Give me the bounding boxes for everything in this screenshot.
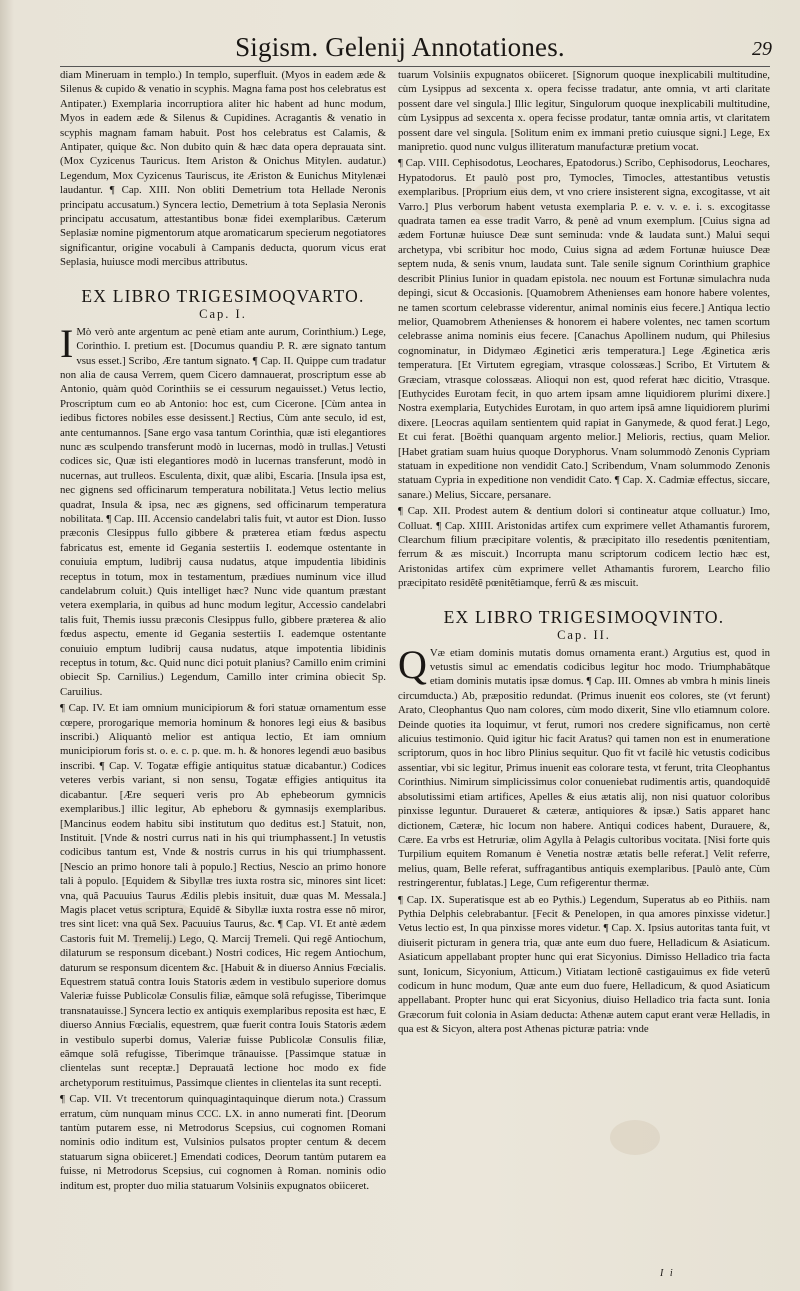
drop-cap: I bbox=[60, 320, 74, 366]
page-number: 29 bbox=[752, 38, 772, 60]
annotation-paragraph: ¶ Cap. VII. Vt trecentorum quinquagintaquinque dierum nota.) Crassum erratum, cùm nunquam minus CCC. LX. in anno numerati fint. [Deorum tantùm putarem esse, ni Metrodorus Scepsius, cui cognomen Romani nominis odio inditum est, Vulsinios pulsatos propter centum & decem statuarum signa obiiceret.] Emendati codices, Deorum tantùm putarem ea fuisse, ni Metrodorus Scepsius, cui cognomen à Roman. nominis odio inditum est, propter duo milia statuarum Volsiniis expugnatos obiiceret. bbox=[60, 1093, 386, 1192]
annotation-paragraph: ¶ Cap. IX. Superatisque est ab eo Pythis.) Legendum, Superatus ab eo Pithiis. nam Pythia Delphis celebrabantur. [Fecit & Penelopen, in qua amores pinxisse videtur.] Vetus lectio est, In qua pinxisse mores videtur. ¶ Cap. X. Ipsius autoritas tanta fuit, vt diuiserit picturam in genera tria, quæ ante eum duo fuere, Helladicum & Asiaticum. Asiaticum appellabant propter hunc qui erat Sicyonius. Dimisso Helladico tria facta sunt, Ionicum, Sicyonium, Atticum.) Vitiatam lectionẽ castigauimus ex fide veterũ codicum in hunc modum, Quæ ante eum duo fuere, Helladicum, & quod Asiaticum appellabant. Propter hunc qui erat Sicyonius, diuiso Helladico tria facta sunt. Ionia Græcorum fuit colonia in Asiam deducta: Athenæ autem caput erant veræ Helladis, in qua est & Sicyon, altera post Athenas picturæ patria: vnde bbox=[398, 893, 770, 1036]
left-column bbox=[60, 68, 386, 1195]
annotation-paragraph: ¶ Cap. IV. Et iam omnium municipiorum & fori statuæ ornamentum esse cœpere, prorogarique memoria hominum & honores legi eius & basibus inscribi.) Aliquantò melior est antiqua lectio, Et iam omnium municipiorum foris st. o. e. c. p. que. m. h. & honores legendi æuo basibus inscribi. ¶ Cap. V. Togatæ effigie antiquitus statuæ dicabantur.) Codices veteres verbis variant, si non sensu, Togatæ effigies antiquitus ita dicabantur. [Ære sequeri veris pro Ab ephebeorum gymnicis exemplaribus.] illic legitur, Ab epheboru & gymnasijs exemplaribus. [Mancinus eodem habitu sibi institutum quo deditus est.] Statuit, non, Instituit. [Vnde & nostri currus nati in his qui triumphassent.] In vetustis codicibus tantum est, Vnde & nostris currus in his qui triumphassent. [Nescio an primo honore tali à populo.] Rectius, Nescio an primo honore tali à populo. [Equidem & Sibyllæ tres iuxta rostra sic, minores sint licet: vna, quã Pacuuius Taurus Ædilis plebis insituit, duæ quas M. Messala.] Magis placet vetus scriptura, Equidẽ & Sibyllæ iuxta rostra esse nõ miror, tres sint licet: vna quã Sex. Pacuuius Taurus, &c. ¶ Cap. VI. Et antè ædem Castoris fuit M. Tremelij.) Lego, Q. Marcij Tremeli. Qui regẽ Antiochum, dilaturum se responsum dicebant.) Nostri codices, Hic regem Antiochum, daturum se responsum dicentem &c. [Habuit & in diuerso Annius Fœcialis. Equestrem statuã contra Iouis Statoris ædem in vestibulo superiore domus Valeriæ fuisse Publicolæ Consulis filiæ, eãmque solã refugisse, Tiberimque transnatauisse.] Syncera lectio ex antiquis exemplaribus reposita est hæc, E diuerso Annius Fœcialis, equestrem, quæ fuerit contra Iouis Statoris ædem in vestibulo superbi domus, Valeriæ fuisse Publicolæ Consulis filiæ, eãmque solã refugisse, Tiberimque trãnauisse. [Passimque statuæ in clientelas sunt receptæ.] Deprauatã lectione hoc modo ex fide archetyporum restituimus, Passimque clientes in clientelas ita sunt recepti. bbox=[60, 702, 386, 1089]
annotation-paragraph: ¶ Cap. XII. Prodest autem & dentium dolori si contineatur atque colluatur.) Imo, Colluat. ¶ Cap. XIIII. Aristonidas artifex cum exprimere vellet Athamantis furorem, Clearchum filium præcipitare volentis, & præcipitato illo resedentis pœnitentiam, ferrum & æs miscuit.) Incorrupta manu scriptorum codicem lectio hæc est, Aristonidas artifex cùm exprimere vellet Athamantis furorem, Learcho filio præcipitato residẽtẽ pœnitẽtiamque, ferrũ & æs miscuit. bbox=[398, 505, 770, 590]
paper-stain bbox=[610, 1120, 660, 1155]
drop-cap: Q bbox=[398, 641, 427, 687]
running-title: Sigism. Gelenij Annotationes. bbox=[235, 32, 565, 62]
chapter-label: Cap. II. bbox=[557, 627, 611, 642]
annotation-paragraph: ¶ Cap. VIII. Cephisodotus, Leochares, Epatodorus.) Scribo, Cephisodorus, Leochares, Hypatodorus. Et paulò post pro, Tymocles, Timocles, attestantibus vetustis exemplaribus. [Proprium eius dem, vt vno criere insisterent signa, excogitasse, vt ait Varro.] Plus verborum habent vetusta exemplaria P. e. v. v. e. i. s. excogitasse quadrata tamen ea esse tradit Varro, & penè ad vnum exemplum. [Cuius signa ad ædem Fortunæ huiusce Deæ sunt seminuda: vnde & laudata sunt.) Malui sequi archetypa, vbi scribitur hoc modo, Cuius signa ad ædem Fortunæ huiusce Deæ septem nuda, & senis vnum, laudata sunt. Tale senile signum Corinthium graphice describit Plinius Iunior in quadam epistola. nec nouum est Fortunæ simulachra nuda depingi, sicut & Occasionis. [Quamobrem Athenienses eam honore habere volentes, ne tamen scortum celebrasse viderentur, animal nominis eius fecere.] Antiqua lectio melior, Quamobrem Athenienses & honorem ei habere volentes, nec tamen scortum celebrasse anima nominis eius fecere. [Canachus Apollinem nudum, qui Philesius cognominatur, in Didymæo Æginetici æris temperatura.] Lege Æginetica æris temperatura. [Et Virtutem egregiam, vtrasque colossæas.] Scribo, Et Virtutem & Græciam, vtrasque colossæas. Alioqui non est, quod referat hæc dicitio, Vtrasque. [Euthycides Eurotam fecit, in quo artem ipsam amne liquidiorem plurimi dixere.] Nostra exemplaria, Eutychides Eurotam, in quo artem ipsã amne liquidiorem plurimi dixere. [Leocras aquilam sentientem quid rapiat in Ganymede, & quod ferat.] Lego, Et cui ferat. [Boëthi quanquam argento melior.] Melioris, rectius, quam Melior. [Habet gratiam suam huius quoque Doryphorus. Vnam solummodò Zenonis Cypriam statuam in expeditione non vendidit Cato.] Scribendum, Vnam solummodo Zenonis statuam Cypria in expeditione non vendidit Cato. ¶ Cap. X. Cadmiæ effectus, siccare, sanare.) Melius, Siccare, persanare. bbox=[398, 157, 770, 501]
signature-mark: I i bbox=[660, 1268, 675, 1279]
right-column bbox=[398, 68, 770, 1039]
annotation-text: Mò verò ante argentum ac penè etiam ante aurum, Corinthium.) Lege, Corinthio. I. pretium est. [Documus quandiu P. R. ære signato tantum vsus esset.] Scribo, Ære tantum signato. ¶ Cap. II. Quippe cum tradatur non alia de causa Verrem, quem Cicero damnauerat, proscriptum esse ab Antonio, quàm quòd Corinthiis se ei cessurum negauisset.) Vetus lectio, Proscriptum cum eo ab Antonio: hoc est, cum Cicerone. [Cùm antea in iedibus fictores nobiles esse desissent.] Rectius, Cùm ante seculo, id est, ante centumannos. [Sane ergo vasa tantum Corinthia, quæ isti elegantiores nunc æs sculpendo transferunt modò in lucernas, modò in trullas.] Vetusti codices sic, Quæ isti elegantiores modò in lucernas transferunt, modò in nucernas, aut trulleos. Esculenta, dixit, quæ alibi, Escaria. [Insula ipsa est, nec gignens sed officinarum temperatura nobilitata.] Vetus lectio melius quadrat, Insula & ipsa, nec æs gignens, sed officinarum temperatura nobilitata. ¶ Cap. III. Accensio candelabri talis fuit, vt autor est Dion. Iusso præconis Clesippus fullo gibbere & præterea etiam fœdus aspectu fabricatus est, emente id Gegania sestertiis I. eodemque ostentante in conuiuia emptum, ludibrij causa nudatus, atque impudentia libidinis receptus in totum, mox in testamentum, prædiues numinum vice illud candelabrum coluit.) Quis intelliget hæc? Nunc vide quantum præstant vetera exemplaria, in quibus ad hunc modum legitur, Accessio candelabri talis fuit, Themis iussu præconis Clesippus fullo, gibbere præterea & alio fœdus aspectu, emente id Gegania sestertiis I. eademque ostentante conuiuio emptum ludibrij causa nudatus, atque impotentia libidinis receptus in totum, &c. Quid nunc dici potuit planius? Camillo enim crimini obiecit Sp. Carnilius.) Legendum, Camillo inter crimina obiecit Sp. Caruilius. bbox=[60, 325, 386, 698]
annotation-paragraph bbox=[60, 320, 386, 700]
chapter-label: Cap. I. bbox=[199, 306, 247, 321]
annotation-paragraph: tuarum Volsiniis expugnatos obiiceret. [Signorum quoque inexplicabili multitudine, cùm Lysippus ad sexcenta x. opera fecisse tradatur, ante omnia, vt arti claritate possent dare vel singula.] Illic legitur, Singulorum quoque inexplicabili multitudine, cùm Lysippus ad sexcenta x. opera fecisse prodatur, tantæ omnia artis, vt claritatem possent dare vel singula. [Solitum enim ex immani pretio cuiusque signi.] Lege, Ex manipretio. quod nunc vulgus illiteratum manufacturæ pretium vocat. bbox=[398, 69, 770, 154]
page-header bbox=[0, 28, 800, 72]
annotation-paragraph: diam Mineruam in templo.) In templo, superfluit. (Myos in eadem æde & Silenus & cupido & venatio in scyphis. Magna fama post hos celebratus est Antipater.) Exemplaria incorruptiora aliter hic habent ad hunc modum, Myos in eadem æde & Silenus & Cupidines. Acragantis & venatio in scyphis magnam famam habuit. Post hos celebratus est Calamis, & Antipater, quique &c. Non dubito quin & hæc data opera deprauata sint. (Mox Cyzicenus Tauricus. Item Ariston & Onichus Mitylen. audatur.) Legendum, Mox Cyzicenus Tauriscus, ite Æriston & Eunichus Mitylenæi laudantur. ¶ Cap. XIII. Non obliti Demetrium tota Hellade Neronis principatu accusatum.) Syncera lectio, Demetrium à tota Seplasia Neronis principatu accusatum, attestantibus bonæ fidei exemplaribus. Cæterum Seplasiæ nomine pigmentorum atque aromaticarum specierum negotiatores significantur, origine vocabuli à Campanis deducta, quorum vicus erat Seplasia, huiusce modi mercibus attributus. bbox=[60, 69, 386, 269]
header-rule bbox=[60, 66, 770, 67]
annotation-paragraph bbox=[398, 641, 770, 891]
annotation-text: Væ etiam dominis mutatis domus ornamenta erant.) Argutius est, quod in vetustis simul ac emendatis codicibus legitur hoc modo. Triumphabãtque etiam dominis mutatis ipsæ domus. ¶ Cap. III. Omnes ab vmbra h minis lineis circumducta.) Ab, præpositio redundat. (Primus inuenit eos colores, ste (vt ferunt) Arato, Cleophantus Quo nam colores, cùm modo dixerit, Sine vllo etiamnum colore. Deinde quoties ita loquimur, vt ferut, rumori nos credere significamus, non certè alicuius testimonio. Quid igitur hic facit Aratus? qui tamen non est in enumeratione scriptorum, quos in hoc libro Plinius sequitur. Quo fit vt facilè hic vetustis codicibus assentiar, vbi sic legitur, Primus inuenit eas colorare testa, vt ferunt, trita Cleophantus Corinthius. Nimirum simplicissimus color conueniebat rudimentis artis, quandoquidẽ absolutissimi etiam artifices, Apelles & eius ætatis alij, non nisi quatuor coloribus pinxisse leguntur. Duraueret & cæteræ, antiquiores & ipsæ.) Satis apparet hanc dictionem, Cæteræ, hic locum non habere. Antiqui codices habent, Durauere, &, Cære. Ea vrbs est Hetruriæ, olim Agylla à Pelagis cultoribus vocitata. [Nisi forte quis Turpilium equitem Romanum è Venetia nostræ ætatis belle referat.] Velit referre, melius, quam, Belle referat, suffragantibus antiquis exemplaribus. [Paulò ante, Cùm restringerentur, fublatas.] Lege, Cum refigerentur thermæ. bbox=[398, 646, 770, 890]
section-heading: EX LIBRO TRIGESIMOQVARTO. bbox=[81, 285, 365, 306]
section-heading: EX LIBRO TRIGESIMOQVINTO. bbox=[443, 606, 725, 627]
